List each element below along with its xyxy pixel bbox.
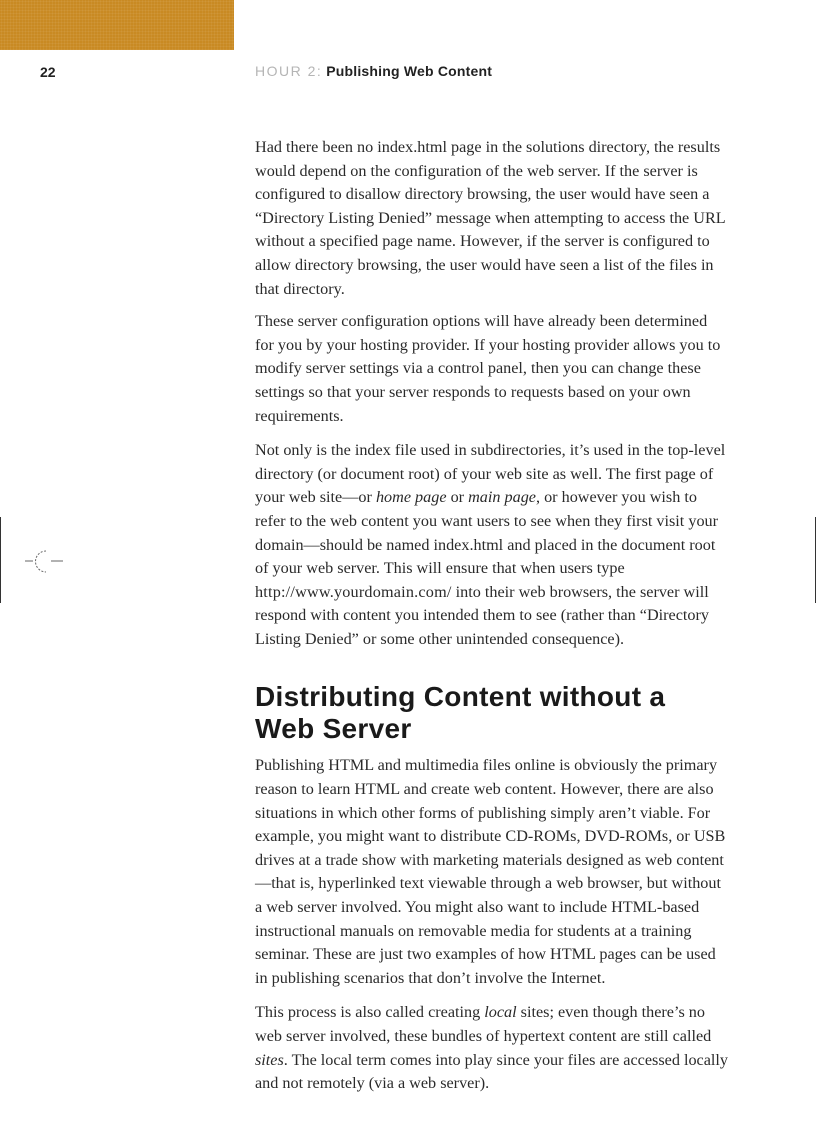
local-term: local	[484, 1003, 517, 1022]
paragraph-5: This process is also called creating local sites; even though there’s no web server involved, these bundles of hypertext content are still called sites. The local term comes into play since your files are accessed locally and not remotely (via a web server).	[255, 1003, 729, 1093]
section-heading: Distributing Content without a Web Server	[255, 681, 666, 745]
example-url: http://www.yourdomain.com/	[255, 582, 452, 601]
body-content	[255, 136, 730, 1107]
crop-line-left	[0, 517, 1, 603]
registration-mark-icon	[25, 547, 65, 577]
chapter-title: Publishing Web Content	[326, 63, 493, 79]
main-page-term: main page	[468, 488, 536, 507]
paragraph-2: These server configuration options will have already been determined for you by your hosting provider. If your hosting provider allows you to modify server settings via a control panel, then you can change these settings so that your server responds to requests based on your own requirements.	[255, 312, 721, 425]
running-head	[255, 63, 492, 79]
paragraph-3: Not only is the index file used in subdirectories, it’s used in the top-level directory (or document root) of your web site as well. The first page of your web site—or home page or main page, or however you wish to refer to the web content you want users to see when they first visit your domain—should be named index.html and placed in the document root of your web server. This will ensure that when users type http://www.yourdomain.com/ into their web browsers, the server will respond with content you intended them to see (rather than “Directory Listing Denied” or some other unintended consequence).	[255, 441, 726, 648]
paragraph-1: Had there been no index.html page in the solutions directory, the results would depend on the configuration of the web server. If the server is configured to disallow directory browsing, the user would have seen a “Directory Listing Denied” message when attempting to access the URL without a specified page name. However, if the server is configured to allow directory browsing, the user would have seen a list of the files in that directory.	[255, 138, 726, 298]
hour-label: HOUR 2:	[255, 63, 323, 79]
corner-color-block	[0, 0, 234, 50]
sites-term: sites	[255, 1050, 284, 1069]
page-number: 22	[40, 64, 56, 80]
paragraph-4: Publishing HTML and multimedia files online is obviously the primary reason to learn HTML and create web content. However, there are also situations in which other forms of publishing simply aren’t viable. For example, you might want to distribute CD-ROMs, DVD-ROMs, or USB drives at a trade show with marketing materials designed as web content—that is, hyperlinked text viewable through a web browser, but without a web server involved. You might also want to include HTML-based instructional manuals on removable media for students at a training seminar. These are just two examples of how HTML pages can be used in publishing scenarios that don’t involve the Internet.	[255, 756, 726, 987]
home-page-term: home page	[375, 488, 447, 507]
